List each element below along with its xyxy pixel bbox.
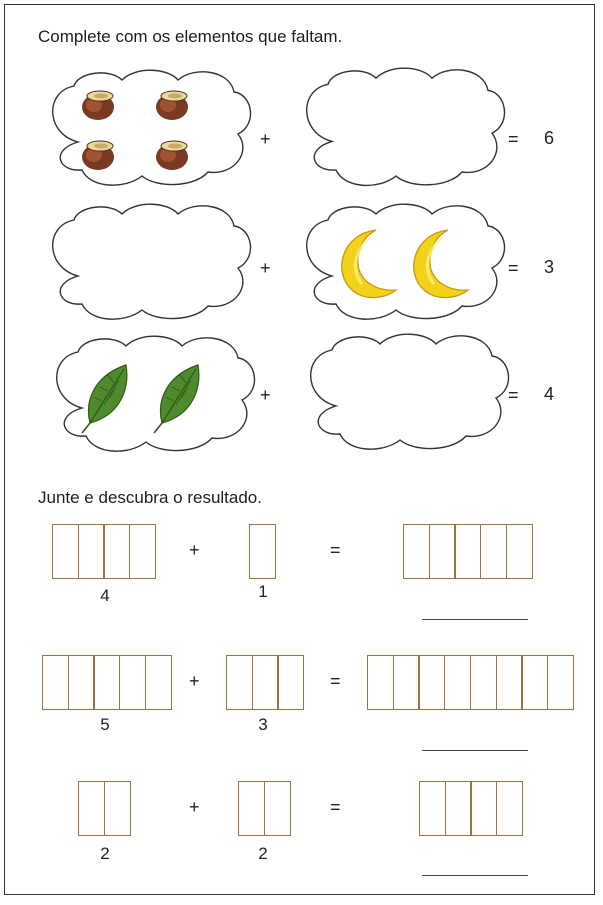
box-cell [249, 524, 276, 579]
box-cell [444, 655, 471, 710]
box-cell [103, 524, 130, 579]
box-cell [277, 655, 304, 710]
box-group-result-row1 [403, 524, 533, 579]
plus-sign: + [189, 671, 200, 691]
box-cell [429, 524, 456, 579]
cloud-row2-left [53, 204, 251, 319]
equals-sign: = [508, 385, 519, 405]
hazelnut-icon [82, 91, 114, 120]
box-group-a-row2 [42, 655, 172, 710]
plus-sign: + [260, 129, 271, 149]
plus-sign: + [189, 797, 200, 817]
answer-line-row2[interactable] [422, 750, 528, 751]
box-cell [445, 781, 472, 836]
plus-sign: + [189, 540, 200, 560]
box-cell [419, 781, 446, 836]
box-cell [393, 655, 420, 710]
cloud-row1-left [53, 70, 251, 185]
box-cell [52, 524, 79, 579]
result-row1: 6 [544, 128, 555, 148]
cloud-row1-right [307, 68, 505, 185]
box-cell [367, 655, 394, 710]
count-a-row3: 2 [100, 844, 110, 863]
box-cell [252, 655, 279, 710]
box-cell [93, 655, 120, 710]
answer-line-row3[interactable] [422, 875, 528, 876]
box-cell [119, 655, 146, 710]
box-cell [547, 655, 574, 710]
count-a-row1: 4 [100, 586, 110, 605]
hazelnut-icon [156, 141, 188, 170]
box-group-b-row1 [249, 524, 276, 579]
hazelnut-icon [156, 91, 188, 120]
answer-line-row1[interactable] [422, 619, 528, 620]
box-group-b-row2 [226, 655, 304, 710]
box-cell [145, 655, 172, 710]
box-cell [42, 655, 69, 710]
box-cell [454, 524, 481, 579]
equals-sign: = [508, 129, 519, 149]
box-group-a-row1 [52, 524, 156, 579]
box-group-b-row3 [238, 781, 291, 836]
instruction-junte: Junte e descubra o resultado. [38, 488, 262, 507]
box-cell [68, 655, 95, 710]
box-cell [238, 781, 265, 836]
box-cell [496, 781, 523, 836]
box-cell [78, 781, 105, 836]
count-b-row1: 1 [258, 582, 268, 601]
box-cell [480, 524, 507, 579]
box-cell [506, 524, 533, 579]
cloud-row3-left [57, 336, 255, 451]
box-cell [78, 524, 105, 579]
box-group-a-row3 [78, 781, 131, 836]
box-group-result-row2 [367, 655, 574, 710]
box-cell [403, 524, 430, 579]
cloud-row2-right [307, 204, 505, 319]
box-cell [521, 655, 548, 710]
box-cell [226, 655, 253, 710]
box-cell [496, 655, 523, 710]
plus-sign: + [260, 385, 271, 405]
instruction-complete: Complete com os elementos que faltam. [38, 27, 343, 46]
box-group-result-row3 [419, 781, 523, 836]
box-cell [129, 524, 156, 579]
cloud-row3-right [311, 334, 509, 449]
count-b-row3: 2 [258, 844, 268, 863]
equals-sign: = [330, 671, 341, 691]
count-b-row2: 3 [258, 715, 268, 734]
box-cell [470, 781, 497, 836]
equals-sign: = [330, 797, 341, 817]
equals-sign: = [508, 258, 519, 278]
result-row2: 3 [544, 257, 555, 277]
box-cell [418, 655, 445, 710]
equals-sign: = [330, 540, 341, 560]
box-cell [264, 781, 291, 836]
box-cell [104, 781, 131, 836]
result-row3: 4 [544, 384, 555, 404]
box-cell [470, 655, 497, 710]
count-a-row2: 5 [100, 715, 110, 734]
plus-sign: + [260, 258, 271, 278]
hazelnut-icon [82, 141, 114, 170]
